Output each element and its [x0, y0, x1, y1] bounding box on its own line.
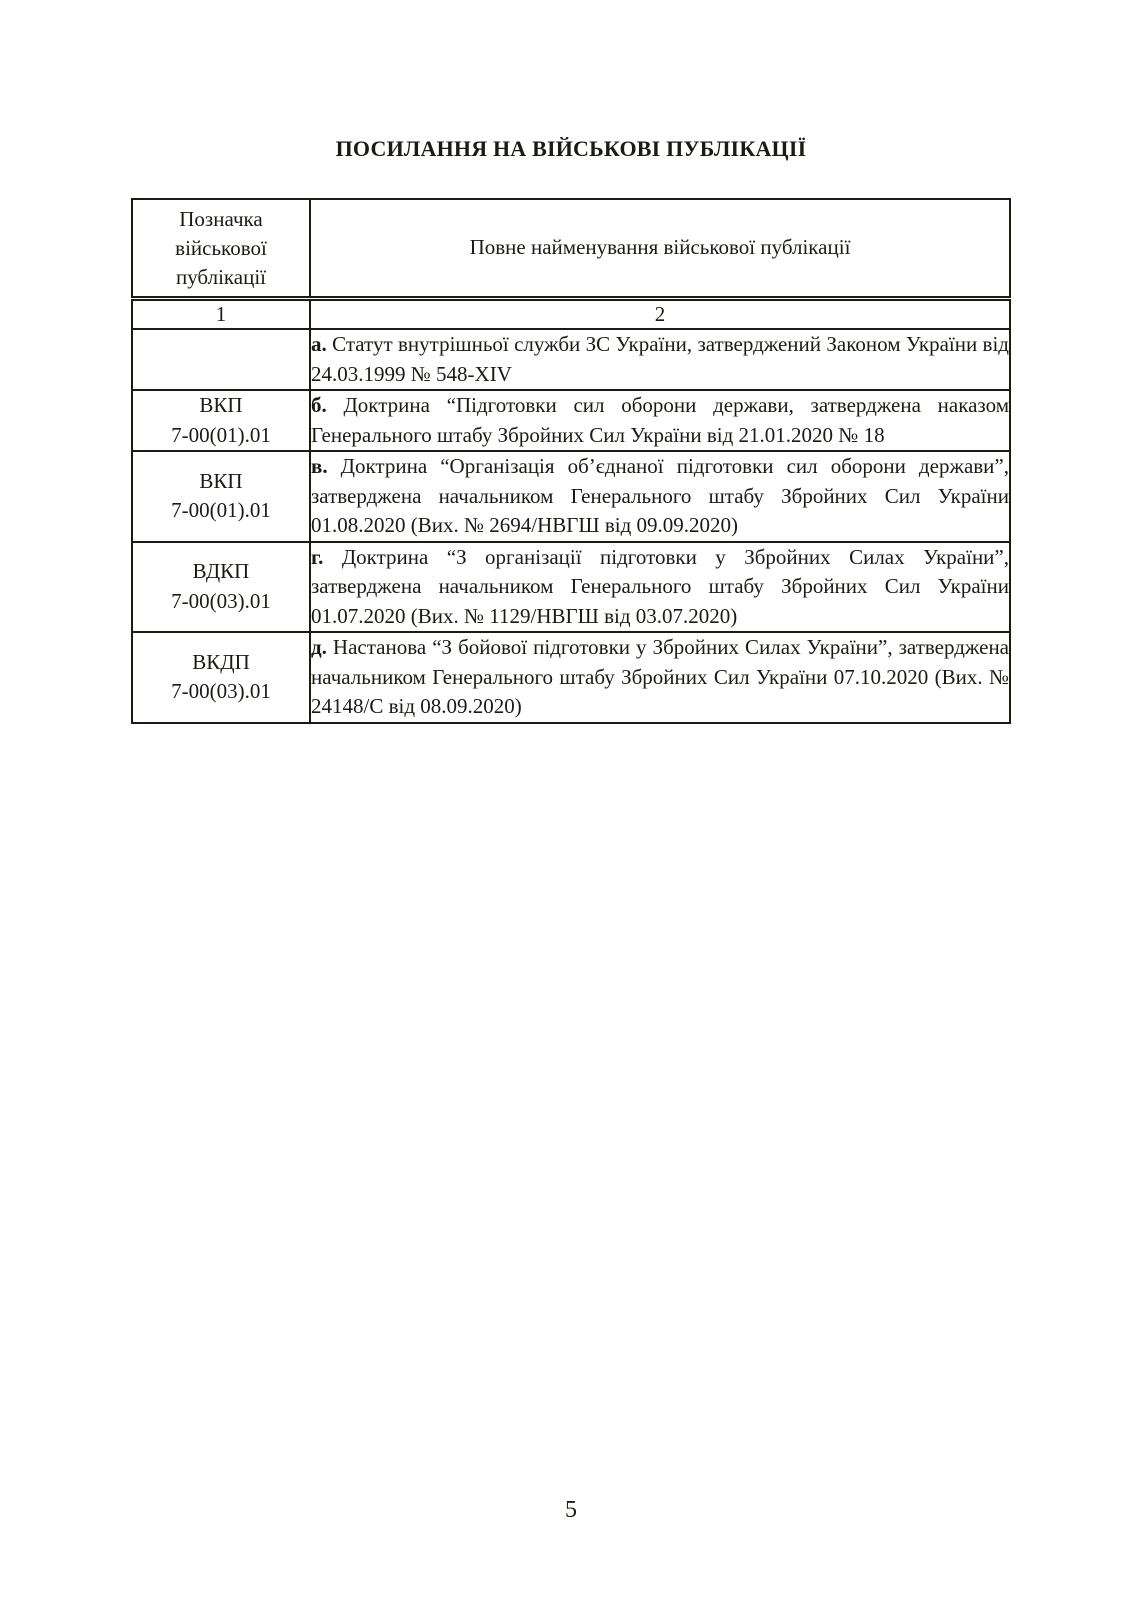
- item-letter: в.: [311, 454, 328, 478]
- publication-code: [132, 329, 310, 390]
- item-letter: б.: [311, 393, 327, 417]
- publication-name: [310, 632, 1010, 723]
- column-number-2: 2: [310, 299, 1010, 330]
- code-line: ВКДП: [192, 649, 250, 674]
- code-line: 7-00(01).01: [171, 498, 271, 523]
- table-row: [132, 329, 1010, 390]
- item-letter: г.: [311, 544, 324, 569]
- table-row: [132, 451, 1010, 542]
- code-line: ВКП: [199, 393, 243, 417]
- item-text: Статут внутрішньої служби ЗС України, затверджений Законом України від 24.03.1999 № 548-XIV: [311, 332, 1009, 386]
- publication-code: [132, 390, 310, 451]
- code-line: ВКП: [199, 468, 243, 493]
- header-code-line: військової: [175, 235, 267, 260]
- item-text: Доктрина “Організація об’єднаної підготовки сил оборони держави”, затверджена начальником Генерального штабу Збройних Сил України 01.08.2020 (Вих. № 2694/НВГШ від 09.09.2020): [311, 454, 1009, 537]
- table-row: [132, 632, 1010, 723]
- item-text: Доктрина “Підготовки сил оборони держави, затверджена наказом Генерального штабу Збройних Сил України від 21.01.2020 № 18: [311, 393, 1009, 447]
- header-name: Повне найменування військової публікації: [310, 199, 1010, 299]
- item-letter: д.: [311, 635, 327, 659]
- publication-name: [310, 542, 1010, 633]
- code-line: 7-00(03).01: [171, 679, 271, 704]
- header-code-line: публікації: [175, 264, 267, 289]
- code-line: ВДКП: [192, 559, 250, 584]
- header-code-line: Позначка: [179, 206, 263, 231]
- publication-code: [132, 542, 310, 633]
- table-row: [132, 542, 1010, 633]
- item-text: Настанова “З бойової підготовки у Збройних Силах України”, затверджена начальником Генерального штабу Збройних Сил України 07.10.2020 (Вих. № 24148/С від 08.09.2020): [311, 635, 1009, 718]
- code-line: 7-00(01).01: [171, 422, 271, 447]
- item-text: Доктрина “З організації підготовки у Збройних Силах України”, затверджена начальником Генерального штабу Збройних Сил України 01.07.2020 (Вих. № 1129/НВГШ від 03.07.2020): [311, 544, 1009, 628]
- code-line: 7-00(03).01: [171, 588, 271, 613]
- column-number-1: 1: [132, 299, 310, 330]
- publication-name: [310, 329, 1010, 390]
- publication-name: [310, 451, 1010, 542]
- table-header-row: [132, 199, 1010, 299]
- item-letter: а.: [311, 332, 327, 356]
- publication-code: [132, 632, 310, 723]
- page-title: ПОСИЛАННЯ НА ВІЙСЬКОВІ ПУБЛІКАЦІЇ: [335, 136, 807, 161]
- header-code: [132, 199, 310, 299]
- table-row: [132, 390, 1010, 451]
- publication-name: [310, 390, 1010, 451]
- page-number: 5: [565, 1497, 577, 1523]
- publication-code: [132, 451, 310, 542]
- military-publications-table: [131, 198, 1011, 724]
- column-number-row: [132, 299, 1010, 330]
